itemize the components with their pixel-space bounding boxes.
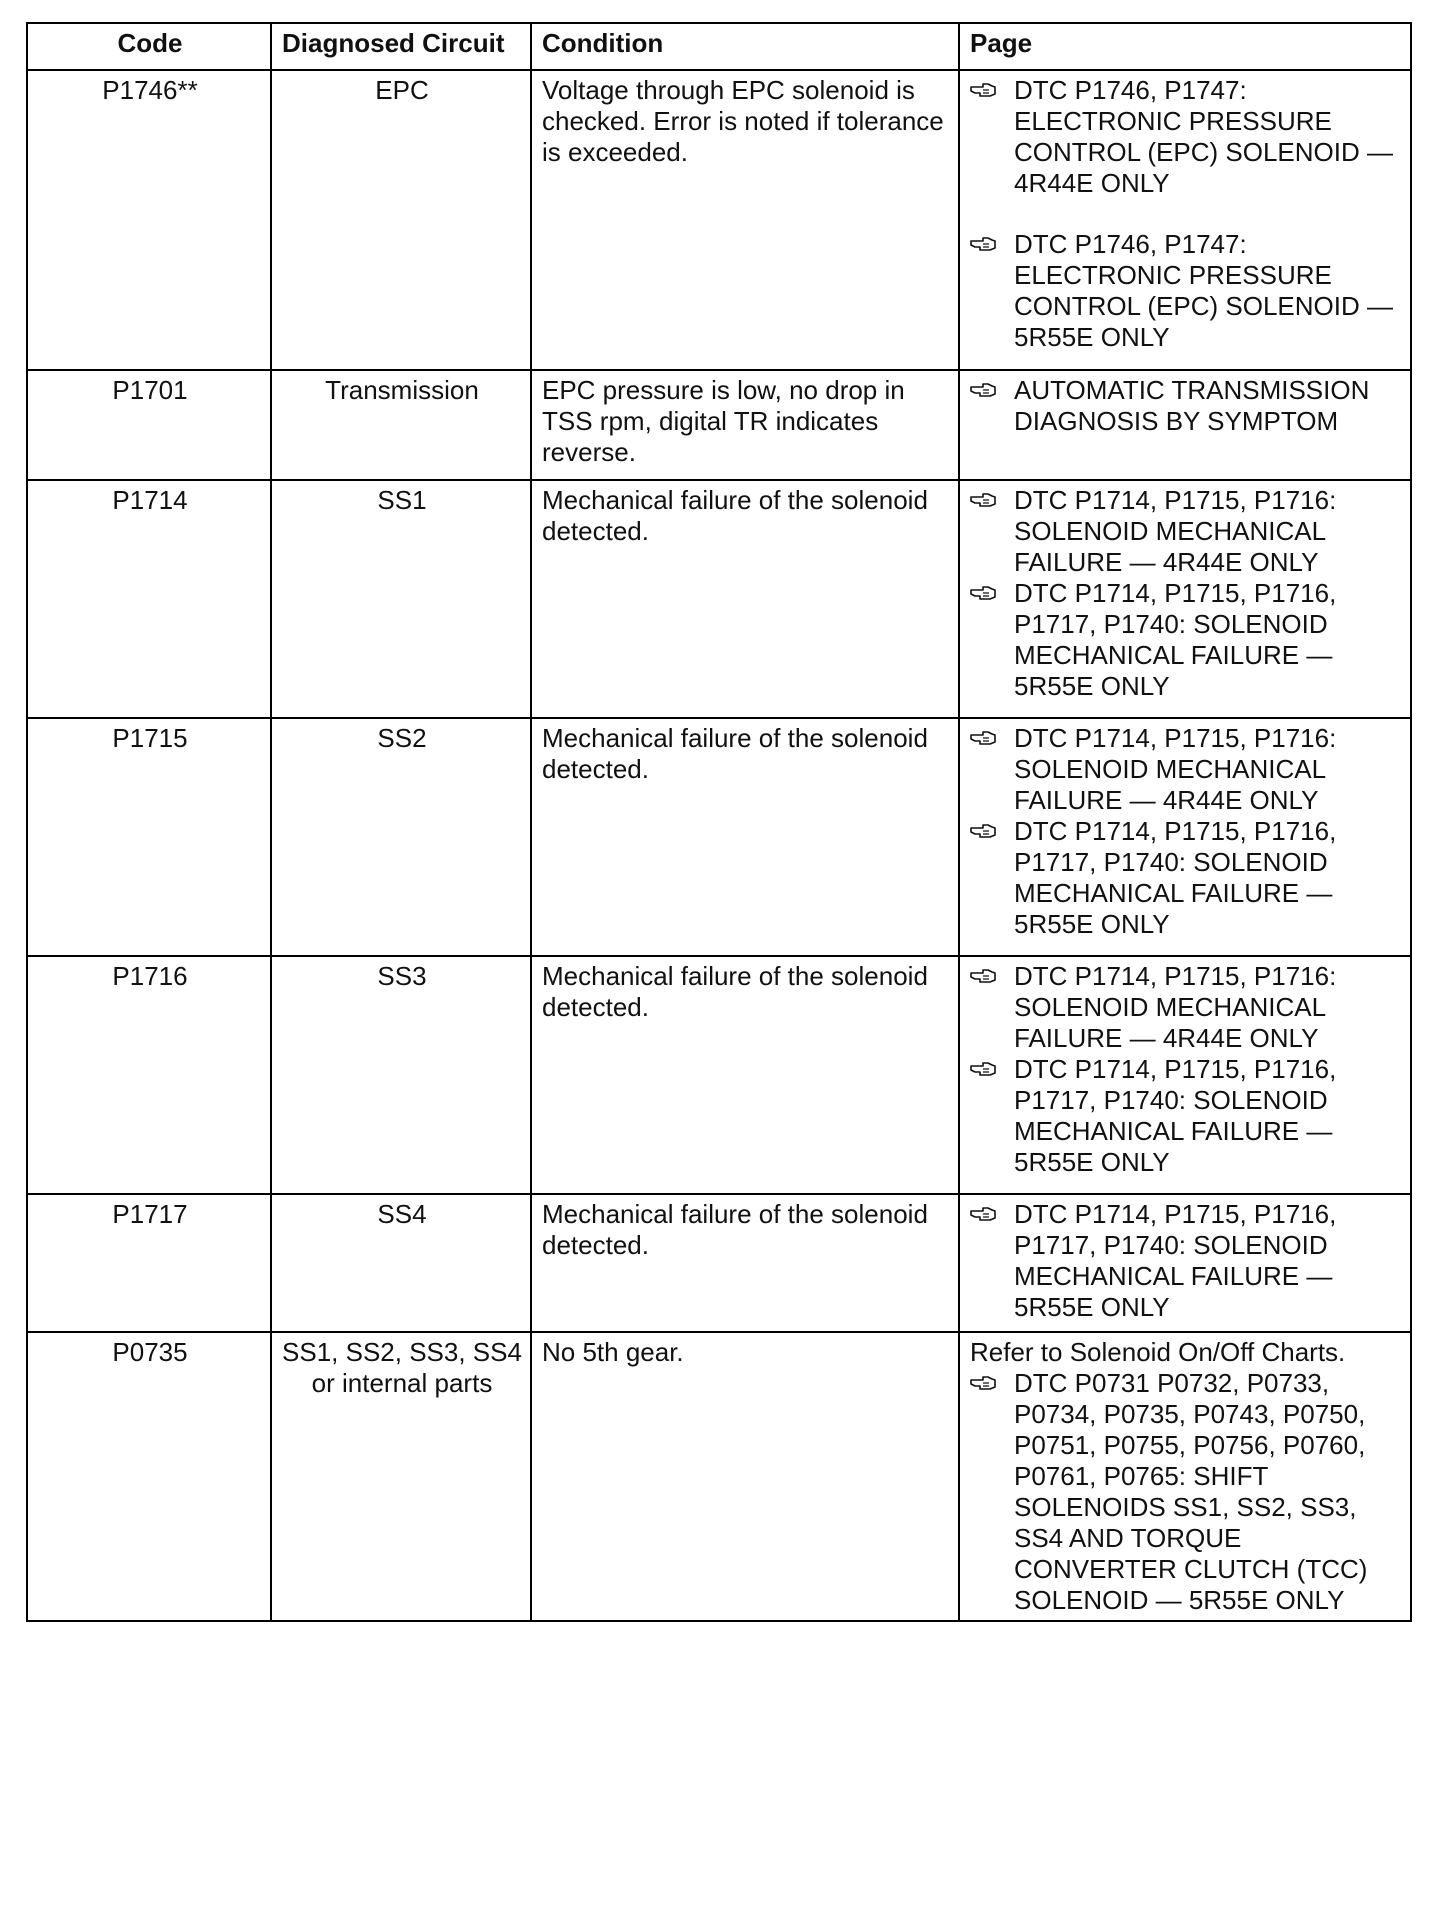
header-condition: Condition [531, 23, 959, 70]
page-reference[interactable] [970, 961, 1402, 1054]
diagnosed-circuit: EPC [271, 70, 531, 370]
condition-text: EPC pressure is low, no drop in TSS rpm, digital TR indicates reverse. [531, 370, 959, 480]
page-references [959, 956, 1411, 1194]
dtc-code: P1746** [27, 70, 271, 370]
page-note: Refer to Solenoid On/Off Charts. [970, 1337, 1346, 1367]
page-reference[interactable] [970, 723, 1402, 816]
page-reference-label: DTC P1714, P1715, P1716: SOLENOID MECHANICAL FAILURE — 4R44E ONLY [1014, 723, 1337, 815]
condition-text: Mechanical failure of the solenoid detected. [531, 956, 959, 1194]
page-reference[interactable] [970, 375, 1402, 437]
page-reference-label: DTC P1714, P1715, P1716, P1717, P1740: SOLENOID MECHANICAL FAILURE — 5R55E ONLY [1014, 578, 1337, 701]
page-reference[interactable] [970, 816, 1402, 940]
table-body [27, 70, 1411, 1621]
page-reference-label: DTC P1714, P1715, P1716, P1717, P1740: SOLENOID MECHANICAL FAILURE — 5R55E ONLY [1014, 816, 1337, 939]
page-references [959, 1194, 1411, 1332]
dtc-code: P1714 [27, 480, 271, 718]
diagnosed-circuit: SS4 [271, 1194, 531, 1332]
pointing-hand-icon [970, 1206, 996, 1222]
table-header [27, 23, 1411, 70]
header-diagnosed-circuit: Diagnosed Circuit [271, 23, 531, 70]
page-reference-label: DTC P1714, P1715, P1716: SOLENOID MECHANICAL FAILURE — 4R44E ONLY [1014, 485, 1337, 577]
page-references [959, 480, 1411, 718]
dtc-code: P1715 [27, 718, 271, 956]
header-page: Page [959, 23, 1411, 70]
table-row [27, 480, 1411, 718]
diagnosed-circuit: SS1, SS2, SS3, SS4 or internal parts [271, 1332, 531, 1621]
pointing-hand-icon [970, 1375, 996, 1391]
pointing-hand-icon [970, 823, 996, 839]
pointing-hand-icon [970, 585, 996, 601]
dtc-code: P0735 [27, 1332, 271, 1621]
condition-text: Mechanical failure of the solenoid detected. [531, 480, 959, 718]
dtc-code: P1716 [27, 956, 271, 1194]
dtc-code: P1701 [27, 370, 271, 480]
page-reference[interactable] [970, 578, 1402, 702]
page-reference[interactable] [970, 485, 1402, 578]
page-reference-label: DTC P0731 P0732, P0733, P0734, P0735, P0743, P0750, P0751, P0755, P0756, P0760, P0761, P0765: SHIFT SOLENOIDS SS1, SS2, SS3, SS4 AND TORQUE CONVERTER CLUTCH (TCC) SOLENOID — 5R55E ONLY [1014, 1368, 1368, 1615]
table-row [27, 370, 1411, 480]
page-references [959, 1332, 1411, 1621]
page-reference-label: DTC P1746, P1747: ELECTRONIC PRESSURE CONTROL (EPC) SOLENOID — 5R55E ONLY [1014, 229, 1393, 352]
page-reference-label: DTC P1714, P1715, P1716, P1717, P1740: SOLENOID MECHANICAL FAILURE — 5R55E ONLY [1014, 1054, 1337, 1177]
diagnosed-circuit: Transmission [271, 370, 531, 480]
page-references [959, 370, 1411, 480]
table-row [27, 956, 1411, 1194]
page-reference-label: DTC P1714, P1715, P1716: SOLENOID MECHANICAL FAILURE — 4R44E ONLY [1014, 961, 1337, 1053]
page-references [959, 70, 1411, 370]
table-row [27, 1332, 1411, 1621]
dtc-code: P1717 [27, 1194, 271, 1332]
table-row [27, 70, 1411, 370]
diagnosed-circuit: SS2 [271, 718, 531, 956]
dtc-table [26, 22, 1412, 1622]
condition-text: No 5th gear. [531, 1332, 959, 1621]
condition-text: Voltage through EPC solenoid is checked. Error is noted if tolerance is exceeded. [531, 70, 959, 370]
diagnosed-circuit: SS3 [271, 956, 531, 1194]
page-reference-label: DTC P1746, P1747: ELECTRONIC PRESSURE CONTROL (EPC) SOLENOID — 4R44E ONLY [1014, 75, 1393, 198]
pointing-hand-icon [970, 1061, 996, 1077]
header-code: Code [27, 23, 271, 70]
page-reference[interactable] [970, 1054, 1402, 1178]
condition-text: Mechanical failure of the solenoid detected. [531, 718, 959, 956]
page-reference-label: AUTOMATIC TRANSMISSION DIAGNOSIS BY SYMPTOM [1014, 375, 1370, 436]
header-row [27, 23, 1411, 70]
page-reference[interactable] [970, 1368, 1402, 1616]
pointing-hand-icon [970, 82, 996, 98]
table-row [27, 718, 1411, 956]
pointing-hand-icon [970, 492, 996, 508]
page-references [959, 718, 1411, 956]
pointing-hand-icon [970, 730, 996, 746]
pointing-hand-icon [970, 968, 996, 984]
table-row [27, 1194, 1411, 1332]
page-reference[interactable] [970, 229, 1402, 353]
page-reference-label: DTC P1714, P1715, P1716, P1717, P1740: SOLENOID MECHANICAL FAILURE — 5R55E ONLY [1014, 1199, 1337, 1322]
diagnosed-circuit: SS1 [271, 480, 531, 718]
condition-text: Mechanical failure of the solenoid detected. [531, 1194, 959, 1332]
page-reference[interactable] [970, 75, 1402, 199]
pointing-hand-icon [970, 382, 996, 398]
pointing-hand-icon [970, 236, 996, 252]
page-reference[interactable] [970, 1199, 1402, 1323]
